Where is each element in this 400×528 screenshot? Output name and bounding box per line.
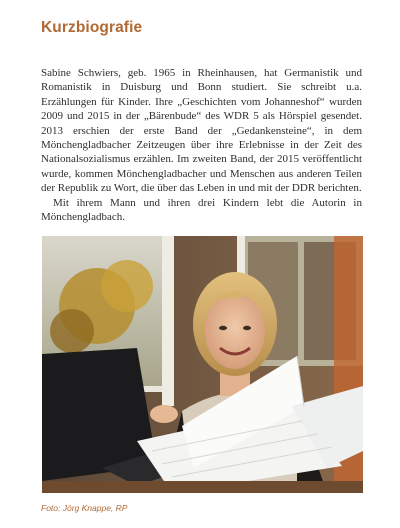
photo-caption: Foto: Jörg Knappe, RP [41, 503, 128, 513]
bio-paragraph-2: Mit ihrem Mann und ihren drei Kindern lebt die Autorin in Mönchengladbach. [41, 196, 362, 224]
bio-paragraph-1: Sabine Schwiers, geb. 1965 in Rheinhausen, hat Germanistik und Romanistik in Duisburg und Bonn studiert. Sie schreibt u.a. Erzählungen für Kinder. Ihre „Geschichten vom Johanneshof“ wurden 2009 und 2015 in der „Bärenbude“ des WDR 5 als Hörspiel gesendet. 2013 erschien der erste Band der „Gedankensteine“, in dem Mönchengladbacher Zeitzeugen über ihre Erlebnisse in der Zeit des Nationalsozialismus erzählen. Im zweiten Band, der 2015 veröffentlicht wurde, kommen Mönchengladbacher und Menschen aus anderen Teilen der Republik zu Wort, die über das Leben in und mit der DDR berichten. [41, 67, 362, 195]
biography-text [41, 66, 362, 224]
section-heading: Kurzbiografie [41, 19, 143, 36]
author-face [205, 293, 265, 369]
author-photo [42, 236, 363, 493]
